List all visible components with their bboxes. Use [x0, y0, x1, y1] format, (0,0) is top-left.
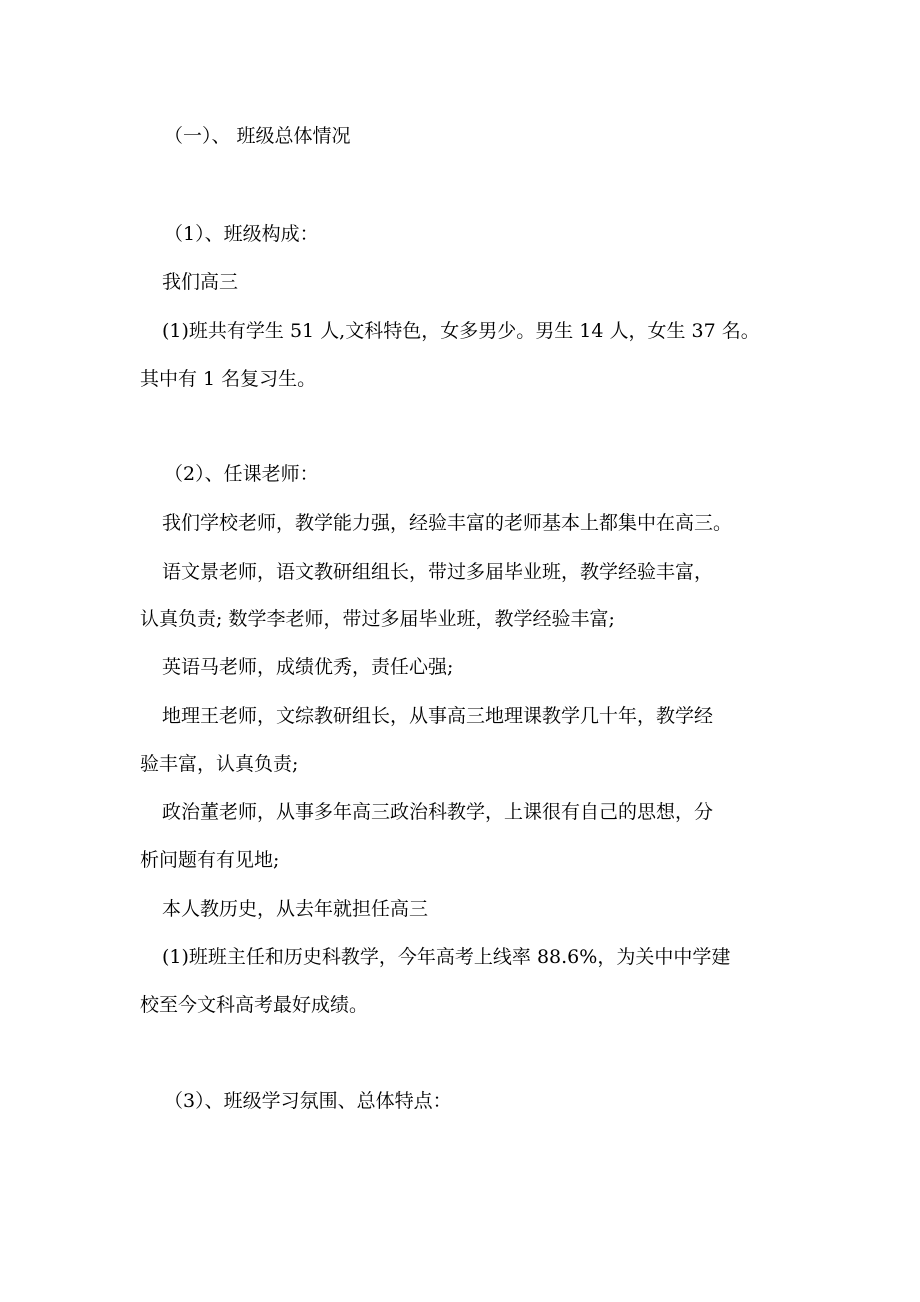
subsection-heading-1: （1）、班级构成：: [164, 223, 319, 245]
paragraph-line: (1)班共有学生 51 人,文科特色，女多男少。男生 14 人，女生 37 名。: [162, 320, 760, 342]
paragraph-line: 本人教历史，从去年就担任高三: [162, 898, 429, 920]
subsection-heading-3: （3）、班级学习氛围、总体特点：: [164, 1090, 452, 1112]
section-title: （一）、 班级总体情况: [164, 125, 351, 147]
paragraph-line: 校至今文科高考最好成绩。: [140, 994, 369, 1016]
subsection-heading-2: （2）、任课老师：: [164, 463, 319, 485]
paragraph-line: 析问题有有见地;: [140, 849, 280, 871]
paragraph-line: 地理王老师，文综教研组长，从事高三地理课教学几十年，教学经: [162, 705, 714, 727]
paragraph-line: 我们学校老师，教学能力强，经验丰富的老师基本上都集中在高三。: [162, 512, 733, 534]
paragraph-line: (1)班班主任和历史科教学，今年高考上线率 88.6%，为关中中学建: [162, 946, 731, 968]
paragraph-line: 其中有 1 名复习生。: [140, 368, 317, 390]
paragraph-line: 英语马老师，成绩优秀，责任心强;: [162, 656, 454, 678]
paragraph-line: 认真负责; 数学李老师，带过多届毕业班，教学经验丰富;: [140, 608, 615, 630]
paragraph-line: 语文景老师，语文教研组组长，带过多届毕业班，教学经验丰富，: [162, 561, 714, 583]
paragraph-line: 验丰富，认真负责;: [140, 753, 299, 775]
paragraph-line: 政治董老师，从事多年高三政治科教学，上课很有自己的思想，分: [162, 801, 714, 823]
paragraph-line: 我们高三: [162, 271, 239, 293]
